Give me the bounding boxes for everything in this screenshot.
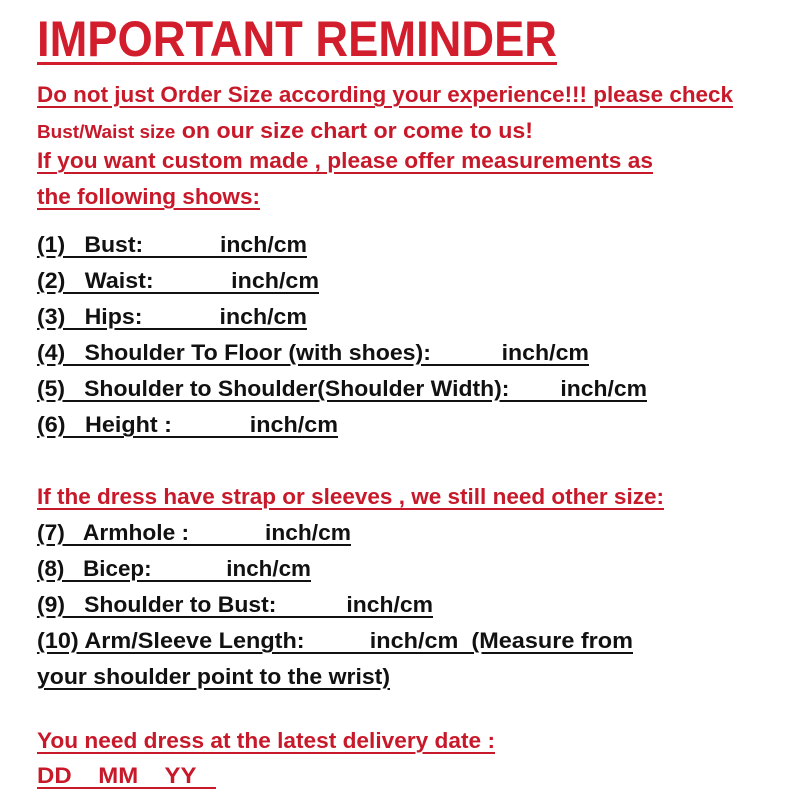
measurement-arm-length: (10) Arm/Sleeve Length: inch/cm (Measure from	[37, 628, 633, 653]
measurement-shoulder-width: (5) Shoulder to Shoulder(Shoulder Width): inch/cm	[37, 376, 647, 401]
delivery-date-format: DD MM YY	[37, 763, 217, 788]
intro-line-2-small: Bust/Waist size	[37, 122, 176, 142]
delivery-heading: You need dress at the latest delivery date :	[37, 728, 496, 753]
sleeve-heading: If the dress have strap or sleeves , we still need other size:	[37, 484, 664, 509]
measurement-height: (6) Height : inch/cm	[37, 412, 338, 437]
intro-line-2	[37, 120, 533, 142]
measurement-arm-length-note: your shoulder point to the wrist)	[37, 664, 390, 689]
measurement-bust: (1) Bust: inch/cm	[37, 232, 307, 257]
measurement-bicep: (8) Bicep: inch/cm	[37, 556, 311, 581]
intro-line-4: the following shows:	[37, 184, 260, 209]
measurement-shoulder-to-floor: (4) Shoulder To Floor (with shoes): inch/cm	[37, 340, 589, 365]
intro-line-2-rest: on our size chart or come to us!	[175, 118, 533, 143]
intro-line-1: Do not just Order Size according your experience!!! please check	[37, 82, 733, 107]
measurement-hips: (3) Hips: inch/cm	[37, 304, 307, 329]
measurement-shoulder-to-bust: (9) Shoulder to Bust: inch/cm	[37, 592, 433, 617]
page-title: IMPORTANT REMINDER	[37, 11, 557, 67]
intro-line-3: If you want custom made , please offer measurements as	[37, 148, 653, 173]
measurement-armhole: (7) Armhole : inch/cm	[37, 520, 351, 545]
measurement-waist: (2) Waist: inch/cm	[37, 268, 319, 293]
